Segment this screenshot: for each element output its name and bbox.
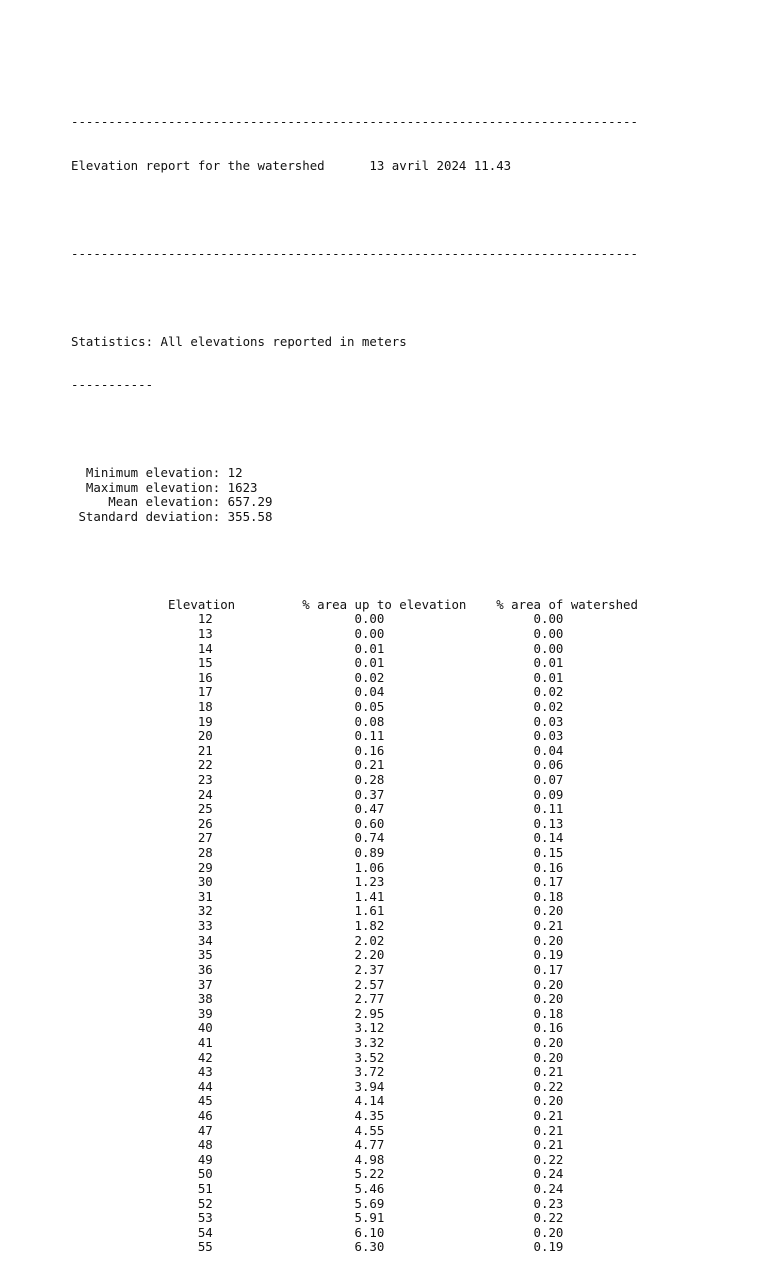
table-row [71, 992, 638, 1007]
elevation-value: 16 [71, 669, 213, 685]
elevation-value: 41 [71, 1034, 213, 1050]
table-row [71, 758, 638, 773]
area-up-to-value: 2.02 [212, 932, 385, 948]
elevation-value: 40 [71, 1020, 213, 1036]
elevation-value: 44 [71, 1078, 213, 1094]
area-of-watershed-value: 0.03 [384, 713, 564, 729]
elevation-value: 50 [71, 1166, 213, 1182]
elevation-value: 53 [71, 1210, 213, 1226]
stat-value: 1623 [227, 479, 258, 495]
area-of-watershed-value: 0.18 [384, 888, 564, 904]
area-up-to-value: 5.91 [212, 1210, 385, 1226]
stat-value: 355.58 [227, 508, 273, 524]
blank-line [71, 554, 638, 569]
table-row [71, 1080, 638, 1095]
stat-row [71, 481, 638, 496]
area-up-to-value: 6.10 [212, 1224, 385, 1240]
elevation-value: 21 [71, 742, 213, 758]
area-up-to-value: 1.23 [212, 874, 385, 890]
table-row [71, 642, 638, 657]
area-up-to-value: 4.77 [212, 1137, 385, 1153]
stat-value: 12 [227, 465, 243, 481]
elevation-value: 47 [71, 1122, 213, 1138]
elevation-value: 55 [71, 1239, 213, 1255]
area-of-watershed-value: 0.06 [384, 757, 564, 773]
elevation-value: 38 [71, 991, 213, 1007]
elevation-value: 31 [71, 888, 213, 904]
area-of-watershed-value: 0.20 [384, 903, 564, 919]
area-of-watershed-value: 0.07 [384, 771, 564, 787]
area-of-watershed-value: 0.24 [384, 1181, 564, 1197]
elevation-value: 33 [71, 918, 213, 934]
area-of-watershed-value: 0.00 [384, 640, 564, 656]
area-up-to-value: 4.35 [212, 1108, 385, 1123]
stat-value: 657.29 [227, 494, 273, 510]
area-up-to-value: 0.28 [212, 771, 385, 787]
area-of-watershed-value: 0.23 [384, 1195, 564, 1211]
elevation-value: 48 [71, 1137, 213, 1153]
area-up-to-value: 1.61 [212, 903, 385, 919]
table-row [71, 744, 638, 759]
area-up-to-value: 3.32 [212, 1034, 385, 1050]
table-row [71, 875, 638, 890]
area-of-watershed-value: 0.20 [384, 1034, 564, 1050]
area-up-to-value: 1.41 [212, 888, 385, 904]
area-of-watershed-value: 0.04 [384, 742, 564, 758]
area-of-watershed-value: 0.00 [384, 625, 564, 641]
stat-row [71, 510, 638, 525]
table-row [71, 1094, 638, 1109]
area-of-watershed-value: 0.13 [384, 815, 564, 831]
table-row [71, 612, 638, 627]
elevation-value: 52 [71, 1195, 213, 1211]
area-up-to-value: 0.16 [212, 742, 385, 758]
statistics-list [71, 466, 638, 524]
elevation-value: 26 [71, 815, 213, 831]
table-row [71, 802, 638, 817]
area-of-watershed-value: 0.21 [384, 1108, 564, 1123]
table-row [71, 1182, 638, 1197]
table-row [71, 861, 638, 876]
elevation-table [71, 598, 638, 1255]
area-up-to-value: 0.01 [212, 655, 385, 671]
table-row [71, 846, 638, 861]
stat-label: Minimum elevation: [71, 465, 221, 481]
table-header-row [71, 598, 638, 613]
report-title: Elevation report for the watershed [71, 158, 325, 174]
elevation-value: 29 [71, 859, 213, 875]
table-row [71, 934, 638, 949]
stat-row [71, 495, 638, 510]
area-up-to-value: 2.20 [212, 947, 385, 963]
area-of-watershed-value: 0.20 [384, 1049, 564, 1065]
table-row [71, 788, 638, 803]
elevation-value: 37 [71, 976, 213, 992]
area-up-to-value: 3.52 [212, 1049, 385, 1065]
area-of-watershed-value: 0.18 [384, 1005, 564, 1021]
header-elevation: Elevation [167, 596, 236, 612]
table-row [71, 715, 638, 730]
area-up-to-value: 4.98 [212, 1151, 385, 1167]
elevation-value: 17 [71, 684, 213, 700]
area-up-to-value: 1.82 [212, 918, 385, 934]
area-up-to-value: 3.72 [212, 1064, 385, 1080]
blank-line [71, 291, 638, 306]
table-row [71, 1051, 638, 1066]
area-of-watershed-value: 0.22 [384, 1078, 564, 1094]
area-of-watershed-value: 0.21 [384, 1064, 564, 1080]
area-up-to-value: 0.04 [212, 684, 385, 700]
stat-label: Standard deviation: [71, 508, 221, 524]
area-up-to-value: 1.06 [212, 859, 385, 875]
statistics-underline: ----------- [71, 377, 154, 393]
table-row [71, 1167, 638, 1182]
table-row [71, 1109, 638, 1124]
area-up-to-value: 4.55 [212, 1122, 385, 1138]
report-date: 13 avril 2024 11.43 [369, 158, 512, 174]
table-row [71, 1211, 638, 1226]
elevation-value: 22 [71, 757, 213, 773]
area-of-watershed-value: 0.17 [384, 874, 564, 890]
area-up-to-value: 3.94 [212, 1078, 385, 1094]
table-row [71, 700, 638, 715]
area-up-to-value: 0.74 [212, 830, 385, 846]
area-of-watershed-value: 0.01 [384, 669, 564, 685]
blank-line [71, 203, 638, 218]
elevation-value: 36 [71, 961, 213, 977]
stat-label: Mean elevation: [71, 494, 221, 510]
elevation-value: 51 [71, 1181, 213, 1197]
elevation-value: 28 [71, 845, 213, 861]
area-up-to-value: 0.02 [212, 669, 385, 685]
area-up-to-value: 5.69 [212, 1195, 385, 1211]
area-up-to-value: 5.46 [212, 1181, 385, 1197]
area-up-to-value: 2.37 [212, 961, 385, 977]
area-of-watershed-value: 0.21 [384, 1122, 564, 1138]
area-of-watershed-value: 0.20 [384, 932, 564, 948]
area-of-watershed-value: 0.20 [384, 1093, 564, 1109]
table-row [71, 1240, 638, 1255]
second-separator: ---------------------------------------------------------------------------- [71, 245, 638, 261]
table-row [71, 890, 638, 905]
elevation-value: 13 [71, 625, 213, 641]
area-of-watershed-value: 0.17 [384, 961, 564, 977]
elevation-value: 30 [71, 874, 213, 890]
area-of-watershed-value: 0.02 [384, 684, 564, 700]
table-row [71, 963, 638, 978]
stat-row [71, 466, 638, 481]
header-area-up-to: % area up to elevation [302, 596, 467, 612]
table-row [71, 671, 638, 686]
report-title-line [71, 159, 638, 174]
area-up-to-value: 0.89 [212, 845, 385, 861]
table-row [71, 1065, 638, 1080]
table-row [71, 1197, 638, 1212]
area-of-watershed-value: 0.16 [384, 1020, 564, 1036]
elevation-value: 25 [71, 801, 213, 817]
area-up-to-value: 0.08 [212, 713, 385, 729]
area-up-to-value: 3.12 [212, 1020, 385, 1036]
stat-label: Maximum elevation: [71, 479, 221, 495]
area-of-watershed-value: 0.20 [384, 976, 564, 992]
blank-line [71, 422, 638, 437]
area-up-to-value: 2.77 [212, 991, 385, 1007]
area-up-to-value: 0.00 [212, 625, 385, 641]
elevation-value: 54 [71, 1224, 213, 1240]
area-of-watershed-value: 0.02 [384, 698, 564, 714]
table-row [71, 978, 638, 993]
table-row [71, 1138, 638, 1153]
area-up-to-value: 5.22 [212, 1166, 385, 1182]
elevation-value: 32 [71, 903, 213, 919]
area-of-watershed-value: 0.16 [384, 859, 564, 875]
area-up-to-value: 0.21 [212, 757, 385, 773]
statistics-heading: Statistics: All elevations reported in meters [71, 333, 407, 349]
table-row [71, 817, 638, 832]
area-of-watershed-value: 0.03 [384, 728, 564, 744]
table-row [71, 1226, 638, 1241]
elevation-report [71, 86, 638, 1270]
table-row [71, 773, 638, 788]
elevation-value: 27 [71, 830, 213, 846]
elevation-value: 46 [71, 1108, 213, 1123]
header-area-of-watershed: % area of watershed [496, 596, 638, 612]
table-row [71, 904, 638, 919]
elevation-value: 15 [71, 655, 213, 671]
area-of-watershed-value: 0.09 [384, 786, 564, 802]
area-of-watershed-value: 0.24 [384, 1166, 564, 1182]
area-up-to-value: 6.30 [212, 1239, 385, 1255]
elevation-value: 18 [71, 698, 213, 714]
table-row [71, 1036, 638, 1051]
area-of-watershed-value: 0.20 [384, 991, 564, 1007]
area-up-to-value: 2.95 [212, 1005, 385, 1021]
elevation-value: 12 [71, 611, 213, 627]
area-of-watershed-value: 0.20 [384, 1224, 564, 1240]
elevation-value: 43 [71, 1064, 213, 1080]
elevation-value: 24 [71, 786, 213, 802]
table-row [71, 729, 638, 744]
table-row [71, 948, 638, 963]
table-row [71, 627, 638, 642]
area-of-watershed-value: 0.00 [384, 611, 564, 627]
elevation-value: 45 [71, 1093, 213, 1109]
elevation-value: 39 [71, 1005, 213, 1021]
area-up-to-value: 0.00 [212, 611, 385, 627]
area-of-watershed-value: 0.19 [384, 1239, 564, 1255]
area-up-to-value: 0.01 [212, 640, 385, 656]
area-up-to-value: 0.60 [212, 815, 385, 831]
area-up-to-value: 0.47 [212, 801, 385, 817]
area-of-watershed-value: 0.14 [384, 830, 564, 846]
elevation-value: 23 [71, 771, 213, 787]
area-of-watershed-value: 0.19 [384, 947, 564, 963]
area-up-to-value: 0.05 [212, 698, 385, 714]
area-of-watershed-value: 0.22 [384, 1210, 564, 1226]
area-of-watershed-value: 0.22 [384, 1151, 564, 1167]
table-row [71, 1124, 638, 1139]
table-row [71, 919, 638, 934]
table-row [71, 1153, 638, 1168]
elevation-value: 14 [71, 640, 213, 656]
area-up-to-value: 0.11 [212, 728, 385, 744]
elevation-value: 49 [71, 1151, 213, 1167]
area-up-to-value: 4.14 [212, 1093, 385, 1109]
top-separator: ---------------------------------------------------------------------------- [71, 114, 638, 130]
table-row [71, 656, 638, 671]
area-of-watershed-value: 0.01 [384, 655, 564, 671]
elevation-value: 20 [71, 728, 213, 744]
elevation-value: 19 [71, 713, 213, 729]
area-of-watershed-value: 0.21 [384, 918, 564, 934]
table-row [71, 1007, 638, 1022]
area-up-to-value: 0.37 [212, 786, 385, 802]
elevation-value: 42 [71, 1049, 213, 1065]
elevation-value: 34 [71, 932, 213, 948]
elevation-value: 35 [71, 947, 213, 963]
area-up-to-value: 2.57 [212, 976, 385, 992]
table-row [71, 685, 638, 700]
area-of-watershed-value: 0.11 [384, 801, 564, 817]
area-of-watershed-value: 0.21 [384, 1137, 564, 1153]
area-of-watershed-value: 0.15 [384, 845, 564, 861]
table-row [71, 831, 638, 846]
